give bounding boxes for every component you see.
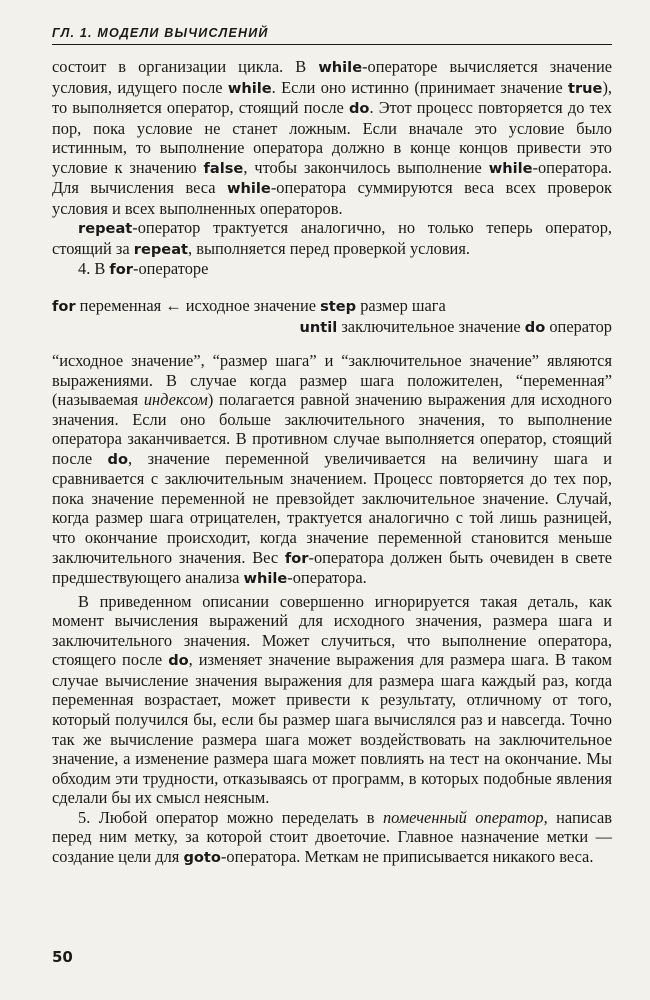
text-run: -операторе вычисляется значение условия, идущего после — [52, 57, 613, 97]
paragraph-for-semantics — [52, 351, 612, 589]
text-run: В приведенном описании совершенно игнорируется такая деталь, как момент вычисления выражений для исходного значения, размера шага и заключительного значения. Может случиться, что выполнение оператора, стоящего после — [52, 591, 612, 670]
keyword-while: while — [227, 180, 271, 198]
keyword-while: while — [227, 79, 272, 97]
paragraph-labeled-statement — [52, 808, 612, 868]
text-run: размер шага — [356, 296, 446, 316]
paragraph-evaluation-details — [52, 592, 612, 808]
text-run: -оператора должен быть очевиден в свете предшествующего анализа — [52, 547, 613, 588]
keyword-repeat: repeat — [133, 240, 189, 258]
text-run: 5. Любой оператор можно переделать в — [78, 807, 383, 827]
keyword-do: do — [168, 652, 189, 670]
keyword-do: do — [524, 318, 546, 336]
text-run: , значение переменной увеличивается на величину шага и сравнивается с заключительным значением. Процесс повторяется до тех пор, пока значение переменной не превзойдет заключительное значение. Случай, когда размер шага отрицателен, трактуется аналогично с той лишь разницей, что окончание происходит, когда значение переменной становится меньше заключительного значения. Вес — [52, 448, 612, 567]
page-body — [52, 57, 612, 867]
keyword-for: for — [52, 298, 76, 316]
text-run: переменная ← исходное значение — [75, 296, 321, 316]
keyword-for: for — [109, 261, 133, 279]
text-run: заключительное значение — [337, 316, 525, 336]
text-run: . Если оно истинно (принимает значение — [271, 77, 568, 97]
text-run: ) полагается равной значению выражения для исходного значения. Если оно больше заключительного значения, то выполнение оператора заканчивается. В противном случае выполняется оператор, стоящий после — [52, 390, 612, 468]
text-run: , написав перед ним метку, за которой стоит двоеточие. Главное назначение метки — создание цели для — [52, 807, 612, 866]
text-run: -оператора. Меткам не приписывается никакого веса. — [220, 846, 594, 866]
text-run: , выполняется перед проверкой условия. — [188, 238, 470, 258]
paragraph-while — [52, 57, 612, 218]
running-header: ГЛ. 1. МОДЕЛИ ВЫЧИСЛЕНИЙ — [52, 26, 612, 45]
text-run: -оператора. — [287, 568, 367, 588]
text-run: . Этот процесс повторяется до тех пор, пока условие не станет ложным. Если вначале это условие было истинным, то выполнение оператора должно в конце концов привести это условие к значению — [52, 98, 612, 177]
syntax-line-2 — [52, 317, 612, 338]
text-run: , чтобы закончилось выполнение — [243, 157, 489, 177]
text-run: -оператора. Для вычисления веса — [52, 157, 612, 198]
keyword-until: until — [299, 318, 338, 336]
keyword-while: while — [488, 159, 533, 177]
keyword-true: true — [567, 79, 603, 97]
syntax-line-1 — [52, 296, 612, 317]
paragraph-repeat — [52, 218, 612, 259]
term-labeled-statement: помеченный оператор — [382, 807, 544, 827]
for-statement-syntax — [52, 296, 612, 337]
text-run: , изменяет значение выражения для размера шага. В таком случае вычисление значения выражения для размера шага каждый раз, когда переменная возрастает, может привести к результату, отличному от того, который получился бы, если бы размер шага вычислялся раз и навсегда. Точно так же вычисление размера шага может воздействовать на заключительное значение, а изменение размера шага может повлиять на тест на окончание. Мы обходим эти трудности, отказываясь от программ, в которых подобные явления сделали бы их смысл неясным. — [52, 650, 612, 808]
keyword-goto: goto — [183, 848, 221, 866]
text-run: ), то выполняется оператор, стоящий после — [52, 77, 612, 118]
page-number: 50 — [52, 948, 73, 966]
text-run: -оператор трактуется аналогично, но только теперь оператор, стоящий за — [52, 218, 612, 258]
term-index: индексом — [143, 390, 208, 410]
text-run: состоит в организации цикла. В — [52, 57, 319, 76]
keyword-repeat: repeat — [78, 220, 133, 238]
keyword-do: do — [107, 450, 129, 468]
text-run: -оператора суммируются веса всех проверок условия и всех выполненных операторов. — [52, 178, 612, 218]
text-run: 4. В — [78, 259, 110, 279]
keyword-while: while — [318, 59, 363, 76]
keyword-for: for — [284, 549, 309, 567]
text-run: оператор — [545, 316, 612, 336]
text-run: -операторе — [133, 259, 209, 279]
keyword-do: do — [348, 100, 370, 118]
text-run: “исходное значение”, “размер шага” и “заключительное значение” являются выражениями. В случае когда размер шага положителен, “переменная” (называемая — [52, 351, 612, 410]
paragraph-for-intro — [52, 259, 612, 280]
keyword-step: step — [320, 298, 357, 316]
keyword-false: false — [203, 159, 244, 177]
keyword-while: while — [243, 570, 288, 588]
